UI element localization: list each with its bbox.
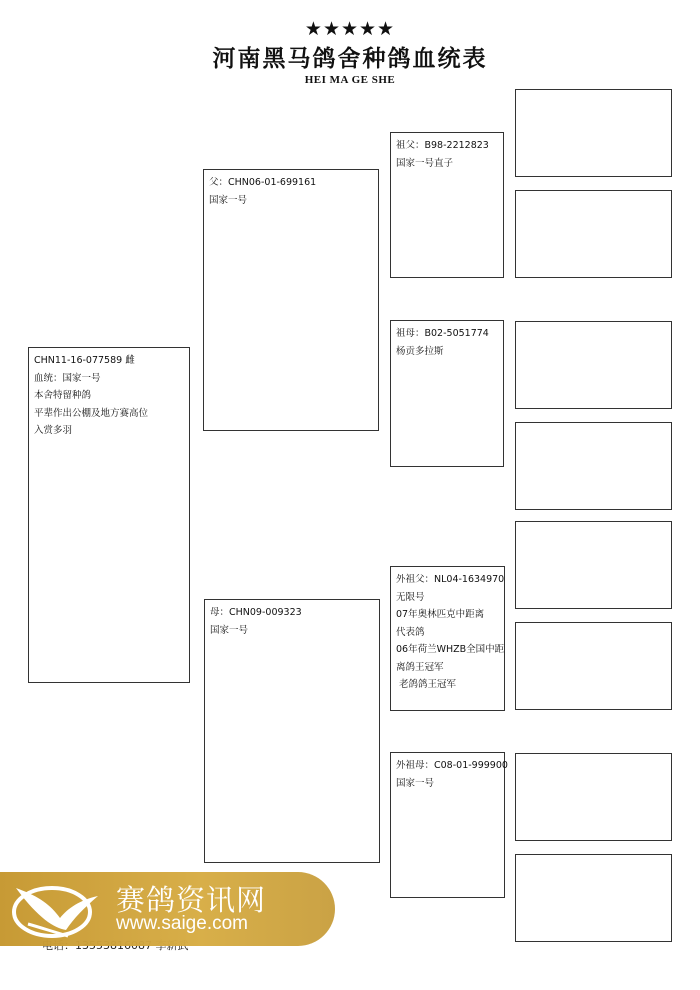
maternal-grandfather-note: 离鸽王冠军 <box>396 661 444 673</box>
grandmother-note: 杨贡多拉斯 <box>396 345 444 357</box>
great-grandparent-box <box>515 321 672 409</box>
subject-ring: CHN11-16-077589 雌 <box>34 355 135 366</box>
page-subtitle: HEI MA GE SHE <box>304 74 396 86</box>
maternal-grandmother-ring: 外祖母：C08-01-999900 <box>396 760 508 771</box>
subject-bloodline: 血统：国家一号 <box>34 372 101 384</box>
subject-note: 入赏多羽 <box>34 425 73 436</box>
dove-logo-icon <box>8 878 104 942</box>
maternal-grandmother-note: 国家一号 <box>396 777 435 789</box>
great-grandparent-box <box>515 89 672 177</box>
watermark-site-name: 赛鸽资讯网 <box>116 883 267 917</box>
great-grandparent-box <box>515 753 672 841</box>
watermark-banner <box>0 872 335 946</box>
stars-rating: ★★★★★ <box>304 18 396 40</box>
great-grandparent-box <box>515 622 672 710</box>
maternal-grandmother-box <box>390 752 508 898</box>
maternal-grandfather-note: 老鸽鸽王冠军 <box>396 679 457 690</box>
subject-note: 平辈作出公棚及地方赛高位 <box>34 407 149 419</box>
maternal-grandfather-note: 07年奥林匹克中距离 <box>396 609 485 620</box>
watermark-site-url: www.saige.com <box>116 913 248 934</box>
grandfather-note: 国家一号直子 <box>396 157 454 169</box>
subject-note: 本舍特留种鸽 <box>34 390 92 401</box>
paternal-grandmother-box <box>390 320 504 467</box>
maternal-grandfather-note: 06年荷兰WHZB全国中距 <box>396 644 505 655</box>
great-grandparent-box <box>515 521 672 609</box>
paternal-grandfather-box <box>390 132 504 278</box>
mother-ring: 母：CHN09-009323 <box>210 607 302 618</box>
subject-box <box>28 347 190 683</box>
maternal-grandfather-note: 无限号 <box>396 591 425 603</box>
mother-note: 国家一号 <box>210 624 249 636</box>
father-box <box>203 169 379 431</box>
maternal-grandfather-box <box>390 566 505 711</box>
page-title: 河南黑马鸽舍种鸽血统表 <box>212 46 488 72</box>
maternal-grandfather-note: 代表鸽 <box>396 626 425 638</box>
grandmother-ring: 祖母：B02-5051774 <box>396 328 489 339</box>
mother-box <box>204 599 380 863</box>
father-ring: 父：CHN06-01-699161 <box>209 177 317 188</box>
great-grandparent-box <box>515 854 672 942</box>
great-grandparent-box <box>515 422 672 510</box>
father-note: 国家一号 <box>209 194 248 206</box>
maternal-grandfather-ring: 外祖父：NL04-1634970 <box>396 574 505 585</box>
grandfather-ring: 祖父：B98-2212823 <box>396 140 489 151</box>
great-grandparent-box <box>515 190 672 278</box>
